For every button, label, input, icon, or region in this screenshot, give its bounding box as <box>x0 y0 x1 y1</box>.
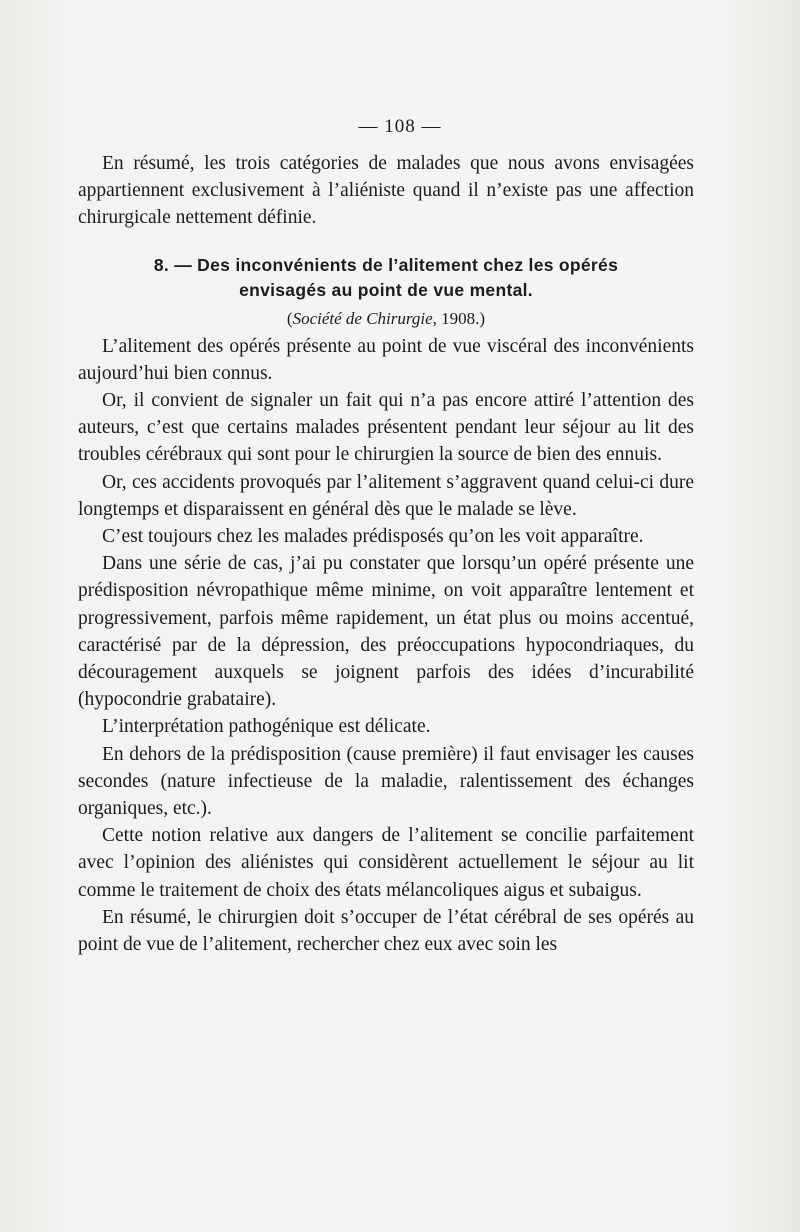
paragraph: L’alitement des opérés présente au point de vue viscéral des inconvénients aujourd’hui bien connus. <box>78 335 694 384</box>
paragraph: En dehors de la prédisposition (cause première) il faut envisager les causes secondes (nature infectieuse de la maladie, ralentissement des échanges organiques, etc.). <box>78 743 694 820</box>
paragraph: L’interprétation pathogénique est délicate. <box>102 716 431 738</box>
paragraph: Cette notion relative aux dangers de l’alitement se concilie parfaitement avec l’opinion des aliénistes qui considèrent actuellement le séjour au lit comme le traitement de choix des états mélancoliques aigus et subaigus. <box>78 825 694 901</box>
source-year: 1908.) <box>436 308 486 328</box>
source-society: Société de Chirurgie, <box>292 308 437 328</box>
source-open-paren: ( <box>286 308 293 328</box>
paragraph: En résumé, le chirurgien doit s’occuper de l’état cérébral de ses opérés au point de vue de l’alitement, rechercher chez eux avec soin les <box>78 906 694 956</box>
paragraph: Dans une série de cas, j’ai pu constater que lorsqu’un opéré présente une prédisposition névropathique même minime, on voit apparaître lentement et progressivement, parfois même rapidement, un état plus ou moins accentué, caractérisé par de la dépression, des préoccupations hypocondriaques, du découragement auxquels se joignent parfois des idées d’incurabilité (hypocondrie grabataire). <box>78 553 694 711</box>
section-title <box>78 253 694 303</box>
page-number: — 108 — <box>358 116 442 137</box>
page-body <box>78 150 694 958</box>
section-title-line1: 8. — Des inconvénients de l’alitement chez les opérés <box>153 254 619 275</box>
paragraph: Or, il convient de signaler un fait qui n’a pas encore attiré l’attention des auteurs, c’est que certains malades présentent pendant leur séjour au lit des troubles cérébraux qui sont pour le chirurgien la source de bien des ennuis. <box>78 390 694 466</box>
paragraph: Or, ces accidents provoqués par l’alitement s’aggravent quand celui-ci dure longtemps et disparaissent en général dès que le malade se lève. <box>78 471 694 520</box>
section-source <box>78 307 694 331</box>
paragraph: C’est toujours chez les malades prédisposés qu’on les voit apparaître. <box>102 526 644 548</box>
intro-paragraph: En résumé, les trois catégories de malades que nous avons envisagées appartiennent exclusivement à l’aliéniste quand il n’existe pas une affection chirurgicale nettement définie. <box>78 153 694 229</box>
section-title-line2: envisagés au point de vue mental. <box>239 279 533 300</box>
